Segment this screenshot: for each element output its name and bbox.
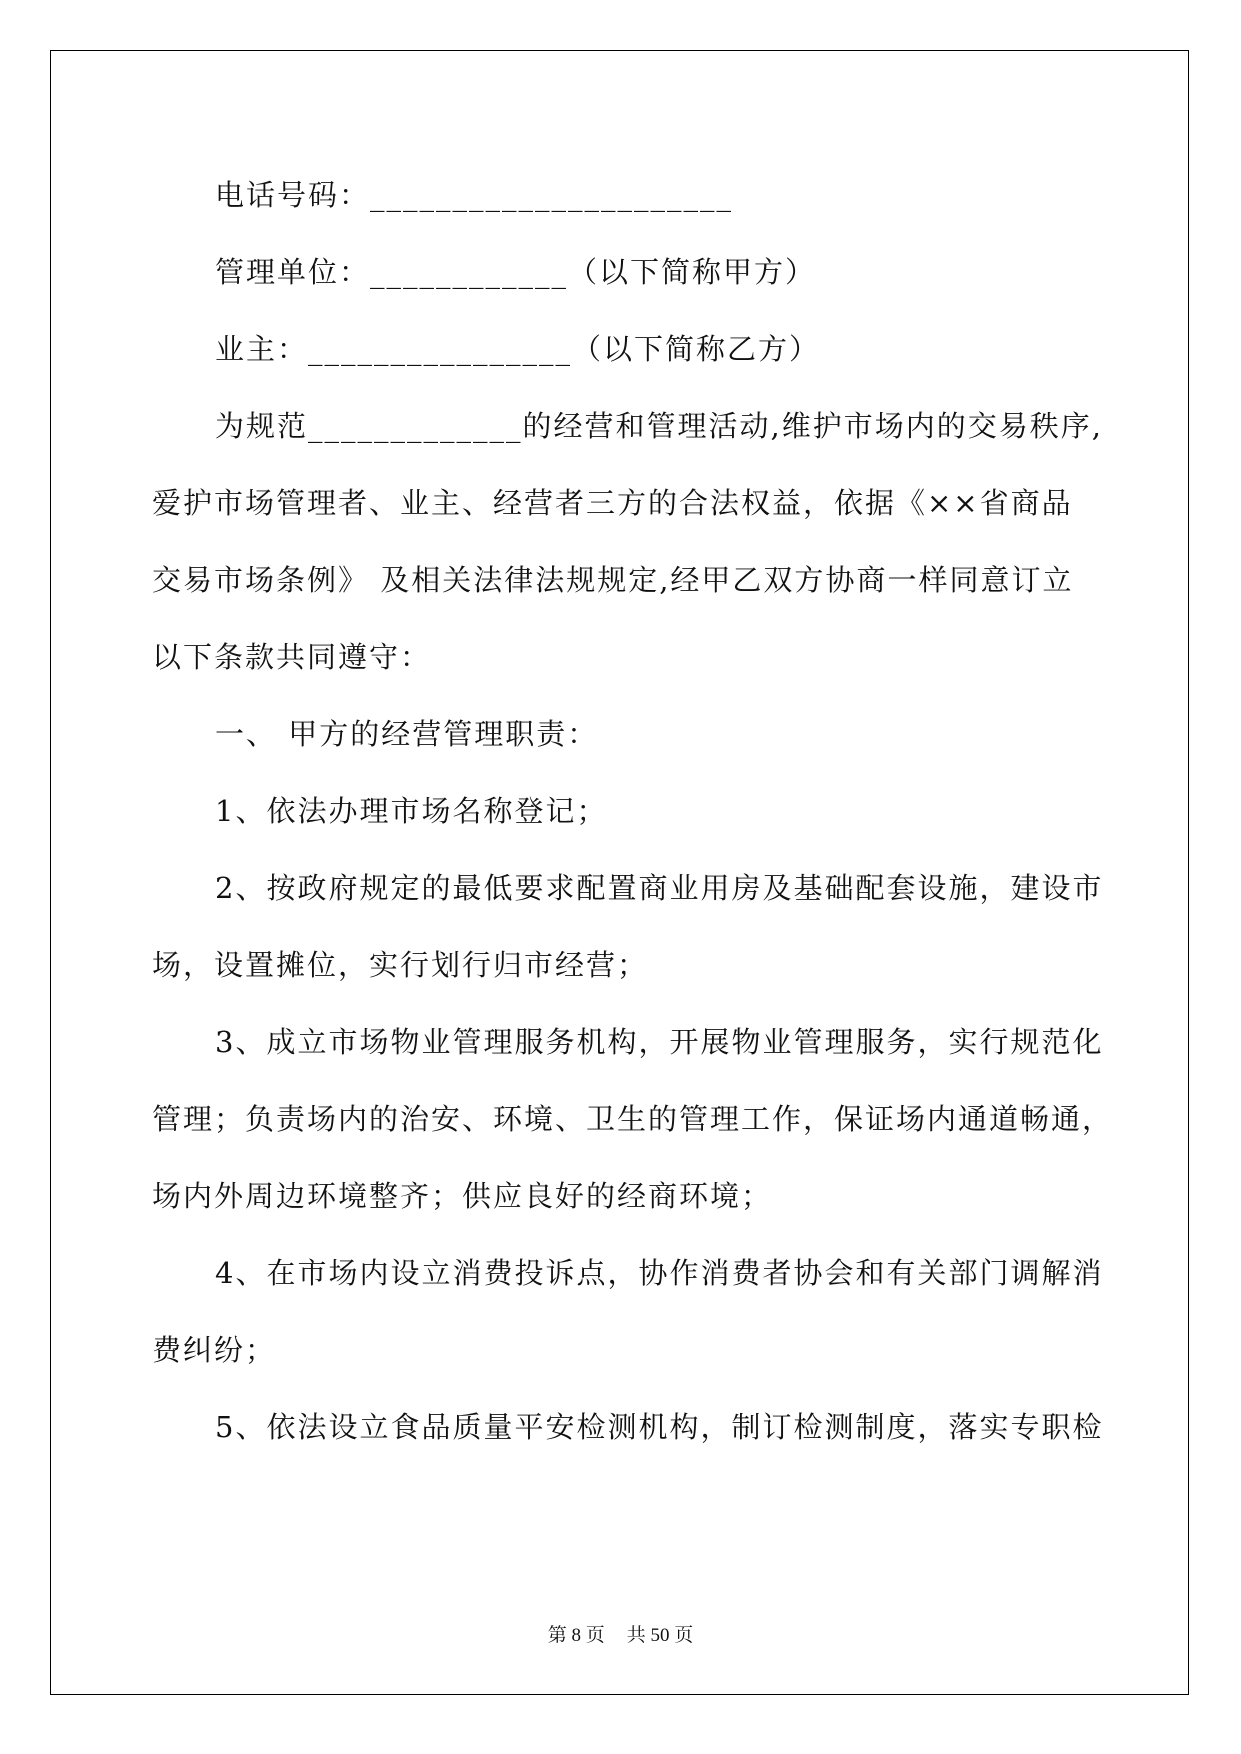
body-paragraph-line: 为规范_____________的经营和管理活动,维护市场内的交易秩序, [215, 409, 1103, 443]
list-item: 5、依法设立食品质量平安检测机构，制订检测制度，落实专职检 [215, 1410, 1104, 1444]
page-number-total: 共 50 页 [626, 1625, 694, 1646]
body-paragraph-line: 爱护市场管理者、业主、经营者三方的合法权益，依据《××省商品 [152, 486, 1073, 520]
list-item: 1、依法办理市场名称登记； [215, 794, 608, 828]
management-unit-line: 管理单位：____________（以下简称甲方） [215, 255, 817, 289]
section-heading: 一、 甲方的经营管理职责： [215, 717, 599, 751]
list-item-continuation: 费纠纷； [152, 1333, 277, 1367]
list-item-continuation: 场内外周边环境整齐；供应良好的经商环境； [152, 1179, 773, 1213]
page-number-current: 第 8 页 [547, 1625, 605, 1646]
list-item-continuation: 场，设置摊位，实行划行归市经营； [152, 948, 649, 982]
body-paragraph-line: 以下条款共同遵守： [152, 640, 432, 674]
list-item: 3、成立市场物业管理服务机构，开展物业管理服务，实行规范化 [215, 1025, 1104, 1059]
page-footer [0, 1620, 1241, 1647]
phone-number-line: 电话号码：______________________ [215, 178, 734, 212]
list-item: 2、按政府规定的最低要求配置商业用房及基础配套设施，建设市 [215, 871, 1104, 905]
list-item-continuation: 管理；负责场内的治安、环境、卫生的管理工作，保证场内通道畅通， [152, 1102, 1114, 1136]
body-paragraph-line: 交易市场条例》 及相关法律法规规定,经甲乙双方协商一样同意订立 [152, 563, 1074, 597]
owner-line: 业主：________________（以下简称乙方） [215, 332, 821, 366]
list-item: 4、在市场内设立消费投诉点，协作消费者协会和有关部门调解消 [215, 1256, 1104, 1290]
